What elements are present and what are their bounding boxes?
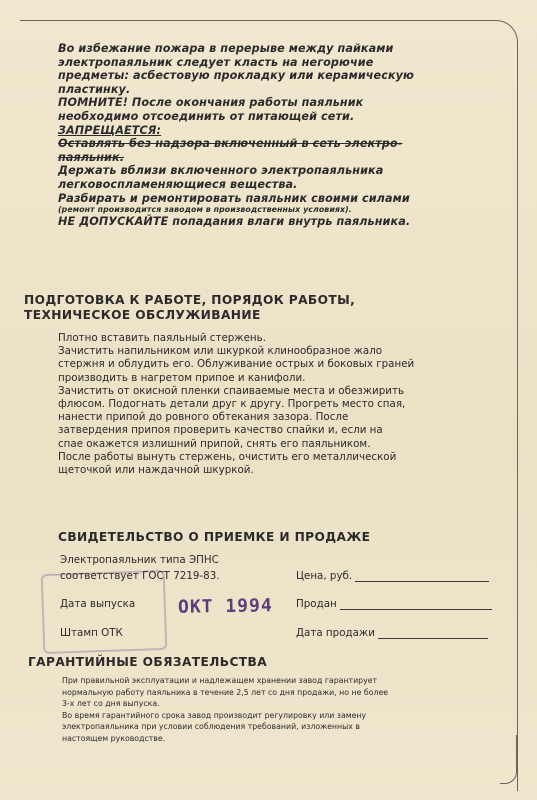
safety-line: Держать вблизи включенного электропаяльника [58,164,384,178]
safety-line: Разбирать и ремонтировать паяльник своими силами [58,191,410,205]
sold-label: Продан [296,598,337,610]
warranty-line: При правильной эксплуатации и надлежащем хранении завод гарантирует [62,676,378,685]
warranty-text [62,675,502,745]
release-date-stamp: ОКТ 1994 [177,595,273,618]
sale-date-field [296,627,488,639]
prep-line: щеточкой или наждачной шкуркой. [58,464,254,477]
sold-blank [340,609,492,610]
safety-line: Во избежание пожара в перерыве между пайками [58,42,394,55]
prep-line: затвердения припоя проверить качество спайки и, если на [58,424,383,437]
warranty-line: Во время гарантийного срока завод производит регулировку или замену [62,710,367,720]
prep-line: производить в нагретом припое и канифоли. [58,371,306,384]
safety-instructions [58,42,503,229]
safety-line: необходимо отсоединить от питающей сети. [58,109,355,123]
model-line: Электропаяльник типа ЭПНС [60,554,219,566]
safety-line: Оставлять без надзора включенный в сеть электро- [58,137,403,151]
safety-line: НЕ ДОПУСКАЙТЕ попадания влаги внутрь паяльника. [58,215,411,229]
prep-line: флюсом. Подогнать детали друг к другу. Прогреть место спая, [58,398,406,411]
certificate-block [60,552,500,642]
prep-line: стержня и облудить его. Облуживание острых и боковых граней [58,358,415,371]
qc-stamp-label: Штамп ОТК [60,627,123,639]
price-label: Цена, руб. [296,570,353,582]
sold-field [296,598,492,610]
sale-date-blank [378,638,488,639]
safety-line: легковоспламеняющиеся вещества. [58,177,298,191]
prep-line: Зачистить от окисной пленки спаиваемые места и обезжирить [58,384,405,397]
safety-line: паяльник. [58,150,125,164]
warranty-line: 3-х лет со дня выпуска. [62,699,160,709]
warranty-line: настоящем руководстве. [62,733,166,743]
prep-line: спае окажется излишний припой, снять его паяльником. [58,437,371,450]
safety-note: (ремонт производится заводом в производственных условиях). [58,205,352,215]
safety-line: электропаяльник следует класть на негорючие [58,55,374,69]
page-frame-corner [500,735,517,784]
warranty-line: электропаяльника при условии соблюдения требований, изложенных в [62,722,360,732]
section-heading-prep [24,293,494,323]
prep-line: После работы вынуть стержень, очистить его металлической [58,450,397,463]
release-date-label: Дата выпуска [60,598,136,610]
prep-line: Плотно вставить паяльный стержень. [58,332,266,344]
heading-line: ПОДГОТОВКА К РАБОТЕ, ПОРЯДОК РАБОТЫ, [24,293,356,307]
safety-line: пластинку. [58,82,131,96]
prep-line: нанести припой до ровного обтекания зазора. После [58,411,349,424]
prep-line: Зачистить напильником или шкуркой клинообразное жало [58,345,383,358]
certificate-heading: СВИДЕТЕЛЬСТВО О ПРИЕМКЕ И ПРОДАЖЕ [58,530,371,544]
forbidden-title: ЗАПРЕЩАЕТСЯ: [58,123,162,137]
warranty-line: нормальную работу паяльника в течение 2,5 лет со дня продажи, но не более [62,687,389,697]
safety-line: предметы: асбестовую прокладку или керамическую [58,69,415,83]
prep-instructions [58,332,503,477]
safety-line: ПОМНИТЕ! После окончания работы паяльник [58,96,364,110]
sale-date-label: Дата продажи [296,627,375,639]
price-field [296,570,489,582]
standard-line: соответствует ГОСТ 7219-83. [60,570,220,582]
price-blank [355,581,489,582]
warranty-heading: ГАРАНТИЙНЫЕ ОБЯЗАТЕЛЬСТВА [28,655,268,669]
heading-line: ТЕХНИЧЕСКОЕ ОБСЛУЖИВАНИЕ [24,308,261,322]
